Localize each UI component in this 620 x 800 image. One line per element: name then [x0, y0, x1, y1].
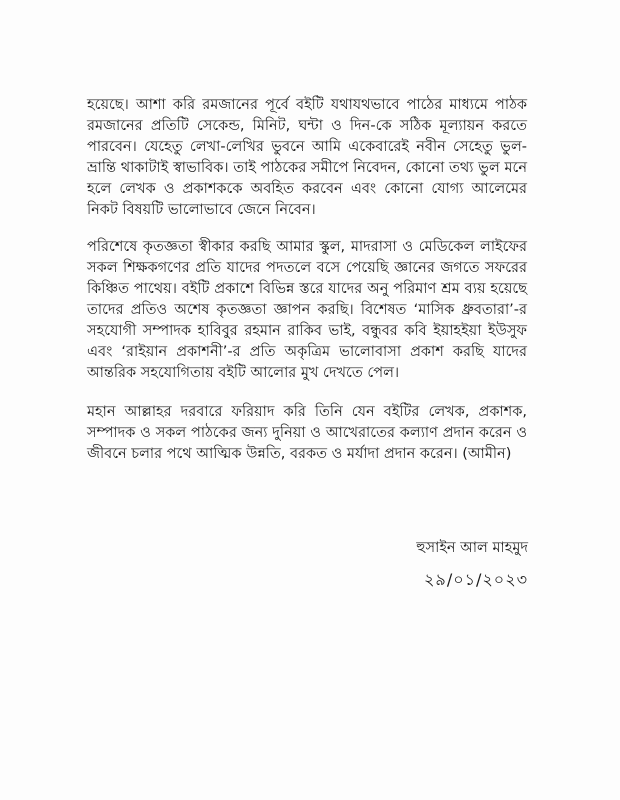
signature-date: ২৯/০১/২০২৩	[424, 570, 528, 589]
prayer-paragraph: মহান আল্লাহর দরবারে ফরিয়াদ করি তিনি যেন বইটির লেখক, প্রকাশক, সম্পাদক ও সকল পাঠকের জন্য দুনিয়া ও আখেরাতের কল্যাণ প্রদান করেন ও জীবনে চলার পথে আত্মিক উন্নতি, বরকত ও মর্যাদা প্রদান করেন। (আমীন)	[87, 404, 527, 462]
acknowledgement-paragraph: পরিশেষে কৃতজ্ঞতা স্বীকার করছি আমার স্কুল, মাদরাসা ও মেডিকেল লাইফের সকল শিক্ষকগণের প্রতি যাদের পদতলে বসে পেয়েছি জ্ঞানের জগতে সফরের কিঞ্চিত পাথেয়। বইটি প্রকাশে বিভিন্ন স্তরে যাদের অনু পরিমাণ শ্রম ব্যয় হয়েছে তাদের প্রতিও অশেষ কৃতজ্ঞতা জ্ঞাপন করছি। বিশেষত ‘মাসিক ধ্রুবতারা’-র সহযোগী সম্পাদক হাবিবুর রহমান রাকিব ভাই, বন্ধুবর কবি ইয়াহইয়া ইউসুফ এবং ‘রাইয়ান প্রকাশনী’-র প্রতি অকৃত্রিম ভালোবাসা প্রকাশ করছি যাদের আন্তরিক সহযোগিতায় বইটি আলোর মুখ দেখতে পেল।	[87, 239, 527, 381]
author-name: হুসাইন আল মাহমুদ	[416, 540, 528, 556]
body-paragraph: হয়েছে। আশা করি রমজানের পূর্বে বইটি যথাযথভাবে পাঠের মাধ্যমে পাঠক রমজানের প্রতিটি সেকেন্ড, মিনিট, ঘন্টা ও দিন-কে সঠিক মূল্যায়ন করতে পারবেন। যেহেতু লেখা-লেখির ভুবনে আমি একেবারেই নবীন সেহেতু ভুল-ভ্রান্তি থাকাটাই স্বাভাবিক। তাই পাঠকের সমীপে নিবেদন, কোনো তথ্য ভুল মনে হলে লেখক ও প্রকাশককে অবহিত করবেন এবং কোনো যোগ্য আলেমের নিকট বিষয়টি ভালোভাবে জেনে নিবেন।	[87, 97, 527, 218]
